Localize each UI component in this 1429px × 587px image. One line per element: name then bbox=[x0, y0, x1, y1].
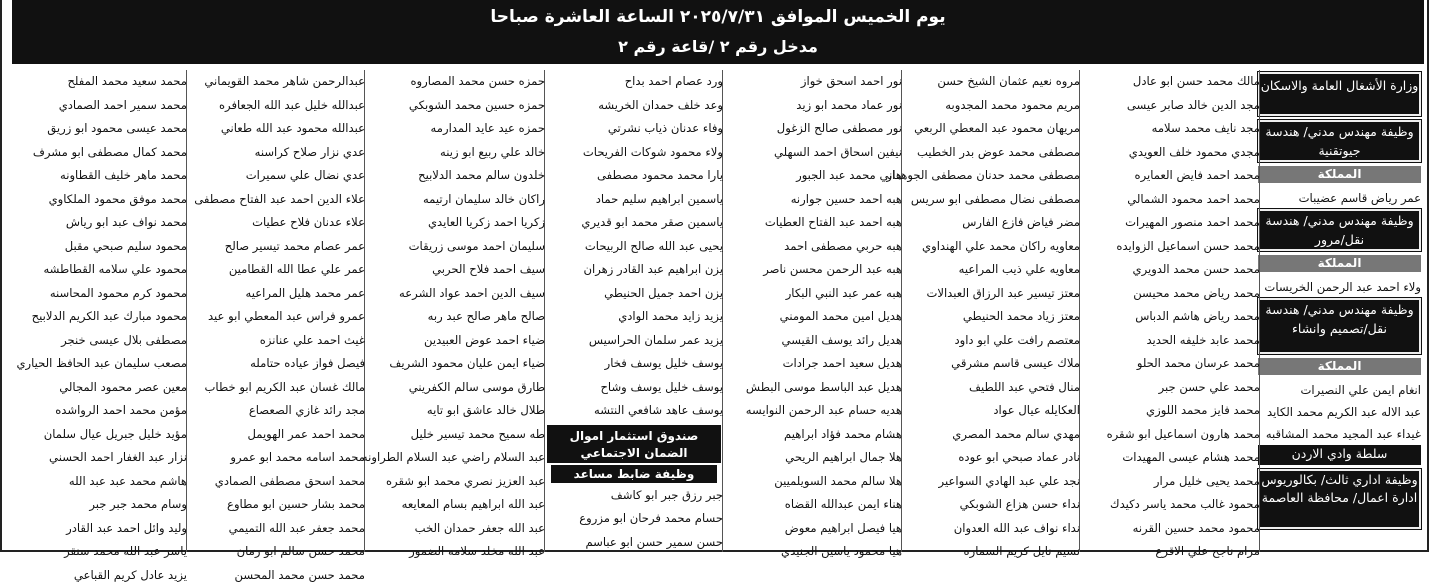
candidate-name: محمد رياض محمد محيسن bbox=[1082, 282, 1260, 306]
candidate-name: مجد الدين خالد صابر عيسى bbox=[1082, 94, 1260, 118]
candidate-name: مصطفى بلال عيسى خنجر bbox=[9, 329, 187, 353]
candidate-name: هديل رائد يوسف القيسي bbox=[724, 329, 902, 353]
job-officer-box: وظيفة ضابط مساعد bbox=[551, 465, 717, 483]
candidate-name: هديل سعيد احمد جرادات bbox=[724, 352, 902, 376]
candidate-name: العكايله عيال عواد bbox=[902, 399, 1080, 423]
names-columns bbox=[10, 70, 1260, 552]
candidate-name: محمد يحيى خليل مرار bbox=[1082, 470, 1260, 494]
candidate-name: عبد السلام راضي عبد السلام الطراونه bbox=[367, 446, 545, 470]
candidate-name: حسن سمير حسن ابو عباسم bbox=[545, 531, 723, 555]
candidate-name: عمر رياض قاسم عضيبات bbox=[1258, 187, 1421, 209]
candidate-name: نجد علي عبد الهادي السواعير bbox=[902, 470, 1080, 494]
candidate-name: معتصم رافت علي ابو داود bbox=[902, 329, 1080, 353]
candidate-name: هبه عمر عبد النبي البكار bbox=[724, 282, 902, 306]
candidate-name: هديل امين محمد المومني bbox=[724, 305, 902, 329]
candidate-name: مضر فياض فازع الفارس bbox=[902, 211, 1080, 235]
region-label-3: المملكة bbox=[1258, 358, 1421, 375]
candidate-name: منال فتحي عبد اللطيف bbox=[902, 376, 1080, 400]
candidate-name: هديه حسام عبد الرحمن النوايسه bbox=[724, 399, 902, 423]
candidate-name: عدي نضال علي سميرات bbox=[187, 164, 365, 188]
candidate-name: ضياء ايمن عليان محمود الشريف bbox=[367, 352, 545, 376]
candidate-name: مؤمن محمد احمد الرواشده bbox=[9, 399, 187, 423]
candidate-name: محمد احمد فايض العمايره bbox=[1082, 164, 1260, 188]
candidate-name: ياسمين ابراهيم سليم حماد bbox=[545, 188, 723, 212]
candidate-name: نيفين اسحاق احمد السهلي bbox=[724, 141, 902, 165]
candidate-name: محمد علي حسن جبر bbox=[1082, 376, 1260, 400]
candidate-name: محمد حسن سالم ابو رمان bbox=[187, 540, 365, 564]
candidate-name: يوسف خليل يوسف فخار bbox=[545, 352, 723, 376]
candidate-name: عمر علي عطا الله القطامين bbox=[187, 258, 365, 282]
candidate-name: ولاء احمد عبد الرحمن الخريسات bbox=[1258, 276, 1421, 298]
candidate-name: طلال خالد عاشق ابو تايه bbox=[367, 399, 545, 423]
candidate-name: علاء الدين احمد عبد الفتاح مصطفى bbox=[187, 188, 365, 212]
names-column-4-list bbox=[545, 70, 723, 423]
candidate-name: ولاء محمود شوكات الفريحات bbox=[545, 141, 723, 165]
candidate-name: هيا محمود ياسين الجنيدي bbox=[724, 540, 902, 564]
candidate-name: مرام ناجح علي الاقرع bbox=[1082, 540, 1260, 564]
candidate-name: يارا محمد محمود مصطفى bbox=[545, 164, 723, 188]
candidate-name: عبد الله ابراهيم بسام المعايعه bbox=[367, 493, 545, 517]
candidate-name: مصطفى نضال مصطفى ابو سريس bbox=[902, 188, 1080, 212]
names-column-6 bbox=[187, 70, 365, 552]
candidate-name: وليد وائل احمد عبد القادر bbox=[9, 517, 187, 541]
candidate-name: مروه نعيم عثمان الشيخ حسن bbox=[902, 70, 1080, 94]
candidate-name: محمد سمير احمد الصمادي bbox=[9, 94, 187, 118]
candidate-name: صالح ماهر صالح عبد ربه bbox=[367, 305, 545, 329]
names-column-2 bbox=[902, 70, 1080, 552]
candidate-name: محمد عيسى محمود ابو زريق bbox=[9, 117, 187, 141]
candidate-name: محمد سعيد محمد المفلح bbox=[9, 70, 187, 94]
candidate-name: غيداء عبد المجيد محمد المشاقبه bbox=[1258, 423, 1421, 445]
candidate-name: مصطفى محمد حدنان مصطفى الجوهدار bbox=[902, 164, 1080, 188]
candidate-name: مصطفى محمد عوض بدر الخطيب bbox=[902, 141, 1080, 165]
candidate-name: محمد هارون اسماعيل ابو شقره bbox=[1082, 423, 1260, 447]
candidate-name: محمد فايز محمد اللوزي bbox=[1082, 399, 1260, 423]
candidate-name: نور احمد اسحق خواز bbox=[724, 70, 902, 94]
candidate-name: محمد حسن اسماعيل الزوايده bbox=[1082, 235, 1260, 259]
candidate-name: هاني محمد عبد الجبور bbox=[724, 164, 902, 188]
candidate-name: نور مصطفى صالح الزغول bbox=[724, 117, 902, 141]
candidate-name: يزن ابراهيم عبد القادر زهران bbox=[545, 258, 723, 282]
candidate-name: هبه عبد الرحمن محسن ناصر bbox=[724, 258, 902, 282]
candidate-name: طه سميح محمد تيسير خليل bbox=[367, 423, 545, 447]
candidate-name: هلا جمال ابراهيم الريحي bbox=[724, 446, 902, 470]
candidate-name: سليمان احمد موسى زريقات bbox=[367, 235, 545, 259]
candidate-name: محمود غالب محمد ياسر دكيدك bbox=[1082, 493, 1260, 517]
job-admin-box: وظيفة اداري ثالث/ بكالوريوس ادارة اعمال/ محافظة العاصمة bbox=[1258, 469, 1421, 529]
candidate-name: محمد موفق محمود الملكاوي bbox=[9, 188, 187, 212]
candidate-name: هبه احمد حسين جوارنه bbox=[724, 188, 902, 212]
candidate-name: جبر رزق جبر ابو كاشف bbox=[545, 484, 723, 508]
candidate-name: ياسمين صقر محمد ابو قديري bbox=[545, 211, 723, 235]
candidate-name: هبه حربي مصطفى احمد bbox=[724, 235, 902, 259]
candidate-name: يزيد عمر سلمان الحراسيس bbox=[545, 329, 723, 353]
candidate-name: محمد جعفر عبد الله التميمي bbox=[187, 517, 365, 541]
header bbox=[12, 0, 1424, 64]
candidate-name: محمود مبارك عبد الكريم الدلابيح bbox=[9, 305, 187, 329]
candidate-name: عدي نزار صلاح كراسنه bbox=[187, 141, 365, 165]
candidate-name: يوسف عاهد شافعي النتشه bbox=[545, 399, 723, 423]
candidate-name: محمود سليم صبحي مقبل bbox=[9, 235, 187, 259]
entrance-hall-line: مدخل رقم ٢ /قاعة رقم ٢ bbox=[12, 32, 1424, 62]
candidate-name: يوسف خليل يوسف وشاح bbox=[545, 376, 723, 400]
candidate-name: حمزه حسن محمد المصاروه bbox=[367, 70, 545, 94]
candidate-name: مصعب سليمان عبد الحافظ الحياري bbox=[9, 352, 187, 376]
candidate-name: خلدون سالم محمد الدلابيح bbox=[367, 164, 545, 188]
candidate-name: يزيد زايد محمد الوادي bbox=[545, 305, 723, 329]
candidate-name: سيف الدين احمد عواد الشرعه bbox=[367, 282, 545, 306]
job-traffic-box: وظيفة مهندس مدني/ هندسة نقل/مرور bbox=[1258, 209, 1421, 251]
names-column-4 bbox=[545, 70, 723, 552]
candidate-name: محمد بشار حسين ابو مطاوع bbox=[187, 493, 365, 517]
candidate-name: نسيم نايل كريم السماره bbox=[902, 540, 1080, 564]
candidate-name: يزن احمد جميل الحنيطي bbox=[545, 282, 723, 306]
candidate-name: نداء نواف عبد الله العدوان bbox=[902, 517, 1080, 541]
candidate-name: عبدالله محمود عبد الله طعاني bbox=[187, 117, 365, 141]
candidate-name: محمد اسحق مصطفى الصمادي bbox=[187, 470, 365, 494]
candidate-name: محمد عابد خليفه الحديد bbox=[1082, 329, 1260, 353]
candidate-name: حمزه حسين محمد الشوبكي bbox=[367, 94, 545, 118]
candidate-name: مؤيد خليل جبريل عيال سلمان bbox=[9, 423, 187, 447]
candidate-name: هاشم محمد عبد عبد الله bbox=[9, 470, 187, 494]
candidate-name: محمود محمد حسين القرنه bbox=[1082, 517, 1260, 541]
region-label-2: المملكة bbox=[1258, 255, 1421, 272]
candidate-name: وعد خلف حمدان الخريشه bbox=[545, 94, 723, 118]
candidate-name: وفاء عدنان ذياب نشرتي bbox=[545, 117, 723, 141]
candidate-name: عمر محمد هليل المراعيه bbox=[187, 282, 365, 306]
candidate-name: محمد عرسان محمد الحلو bbox=[1082, 352, 1260, 376]
candidate-name: عبد الله مخلد سلامه الضمور bbox=[367, 540, 545, 564]
candidate-name: معتز تيسير عبد الرزاق العبدالات bbox=[902, 282, 1080, 306]
candidate-name: حسام محمد فرحان ابو مزروع bbox=[545, 507, 723, 531]
candidate-name: محمد رياض هاشم الدباس bbox=[1082, 305, 1260, 329]
candidate-name: ضياء احمد عوض العبيدين bbox=[367, 329, 545, 353]
candidate-name: هديل عبد الباسط موسى البطش bbox=[724, 376, 902, 400]
names-column-3 bbox=[724, 70, 902, 552]
region-label-1: المملكة bbox=[1258, 166, 1421, 183]
candidate-name: عمرو فراس عبد المعطي ابو عيد bbox=[187, 305, 365, 329]
candidate-name: مريهان محمود عبد المعطي الربعي bbox=[902, 117, 1080, 141]
candidate-name: هيا فيصل ابراهيم معوض bbox=[724, 517, 902, 541]
candidate-name: راكان خالد سليمان ارتيمه bbox=[367, 188, 545, 212]
candidate-name: يحيى عبد الله صالح الربيحات bbox=[545, 235, 723, 259]
candidate-name: محمد احمد محمود الشمالي bbox=[1082, 188, 1260, 212]
candidate-name: مريم محمود محمد المجدوبه bbox=[902, 94, 1080, 118]
candidate-name: هشام محمد فؤاد ابراهيم bbox=[724, 423, 902, 447]
candidate-name: محمد ماهر خليف القطاونه bbox=[9, 164, 187, 188]
candidate-name: نور عماد محمد ابو زيد bbox=[724, 94, 902, 118]
candidate-name: محمد حسن محمد الدويري bbox=[1082, 258, 1260, 282]
candidate-name: محمد احمد منصور المهيرات bbox=[1082, 211, 1260, 235]
ministry-box: وزارة الأشغال العامة والاسكان bbox=[1258, 72, 1421, 116]
fund-box: صندوق استثمار اموال الضمان الاجتماعي bbox=[547, 425, 721, 463]
candidate-name: نزار عبد الغفار احمد الحسني bbox=[9, 446, 187, 470]
candidate-name: محمد حسن محمد المحسن bbox=[187, 564, 365, 587]
candidate-name: طارق موسى سالم الكفريني bbox=[367, 376, 545, 400]
candidate-name: معتز زياد محمد الحنيطي bbox=[902, 305, 1080, 329]
sidebar-panel bbox=[1258, 72, 1421, 552]
candidate-name: عبد العزيز نصري محمد ابو شقره bbox=[367, 470, 545, 494]
candidate-name: عبد الله جعفر حمدان الخب bbox=[367, 517, 545, 541]
names-column-7 bbox=[9, 70, 187, 552]
job-transport-design-box: وظيفة مهندس مدني/ هندسة نقل/تصميم وانشاء bbox=[1258, 298, 1421, 354]
candidate-name: نداء حسن هزاع الشوبكي bbox=[902, 493, 1080, 517]
candidate-name: مالك غسان عبد الكريم ابو خطاب bbox=[187, 376, 365, 400]
candidate-name: يزيد عادل كريم القباعي bbox=[9, 564, 187, 587]
candidate-name: محمود علي سلامه القطاطشه bbox=[9, 258, 187, 282]
jordan-valley-box: سلطة وادي الاردن bbox=[1258, 445, 1421, 465]
candidate-name: فيصل فواز عياده حتامله bbox=[187, 352, 365, 376]
candidate-name: ورد عصام احمد بداح bbox=[545, 70, 723, 94]
candidate-name: ياسر عبد الله محمد سنقر bbox=[9, 540, 187, 564]
candidate-name: نادر عماد صبحي ابو عوده bbox=[902, 446, 1080, 470]
candidate-name: علاء عدنان فلاح عطيات bbox=[187, 211, 365, 235]
names-column-4-extra bbox=[545, 484, 723, 555]
candidate-name: حمزه عيد عايد المدارمه bbox=[367, 117, 545, 141]
candidate-name: عبدالله خليل عبد الله الجعافره bbox=[187, 94, 365, 118]
candidate-name: هناء ايمن عبدالله القضاه bbox=[724, 493, 902, 517]
candidate-name: مجدي محمود خلف العويدي bbox=[1082, 141, 1260, 165]
candidate-name: مالك محمد حسن ابو عادل bbox=[1082, 70, 1260, 94]
candidate-name: زكريا احمد زكريا العايدي bbox=[367, 211, 545, 235]
candidate-name: وسام محمد جبر جبر bbox=[9, 493, 187, 517]
candidate-name: خالد علي ربيع ابو زينه bbox=[367, 141, 545, 165]
candidate-name: محمد احمد عمر الهويمل bbox=[187, 423, 365, 447]
candidate-name: سيف احمد فلاح الحربي bbox=[367, 258, 545, 282]
candidate-name: عبدالرحمن شاهر محمد القويماني bbox=[187, 70, 365, 94]
candidate-name: ملاك عيسى قاسم مشرقي bbox=[902, 352, 1080, 376]
candidate-name: هبه احمد عبد الفتاح العطيات bbox=[724, 211, 902, 235]
candidate-name: عبد الاله عبد الكريم محمد الكايد bbox=[1258, 401, 1421, 423]
candidate-name: غيث احمد علي عنانزه bbox=[187, 329, 365, 353]
names-column-1 bbox=[1082, 70, 1260, 552]
candidate-name: معين عصر محمود المجالي bbox=[9, 376, 187, 400]
names-column-5 bbox=[367, 70, 545, 552]
candidate-name: معاويه راكان محمد علي الهنداوي bbox=[902, 235, 1080, 259]
candidate-name: محمد اسامه محمد ابو عمرو bbox=[187, 446, 365, 470]
job-geotechnical-box: وظيفة مهندس مدني/ هندسة جيوتقنية bbox=[1258, 120, 1421, 162]
candidate-name: انغام ايمن علي النصيرات bbox=[1258, 379, 1421, 401]
candidate-name: مجد نايف محمد سلامه bbox=[1082, 117, 1260, 141]
candidate-name: مجد رائد غازي الصعصاع bbox=[187, 399, 365, 423]
candidate-name: محمد هشام عيسى المهيدات bbox=[1082, 446, 1260, 470]
session-date-line: يوم الخميس الموافق ٢٠٢٥/٧/٣١ الساعة العاشرة صباحا bbox=[12, 0, 1424, 32]
candidate-name: محمود كرم محمود المحاسنه bbox=[9, 282, 187, 306]
candidate-name: هلا سالم محمد السويلميين bbox=[724, 470, 902, 494]
candidate-name: عمر عصام محمد تيسير صالح bbox=[187, 235, 365, 259]
candidate-name: معاويه علي ذيب المراعيه bbox=[902, 258, 1080, 282]
candidate-name: محمد كمال مصطفى ابو مشرف bbox=[9, 141, 187, 165]
candidate-name: مهدي سالم محمد المصري bbox=[902, 423, 1080, 447]
candidate-name: محمد نواف عبد ابو رياش bbox=[9, 211, 187, 235]
